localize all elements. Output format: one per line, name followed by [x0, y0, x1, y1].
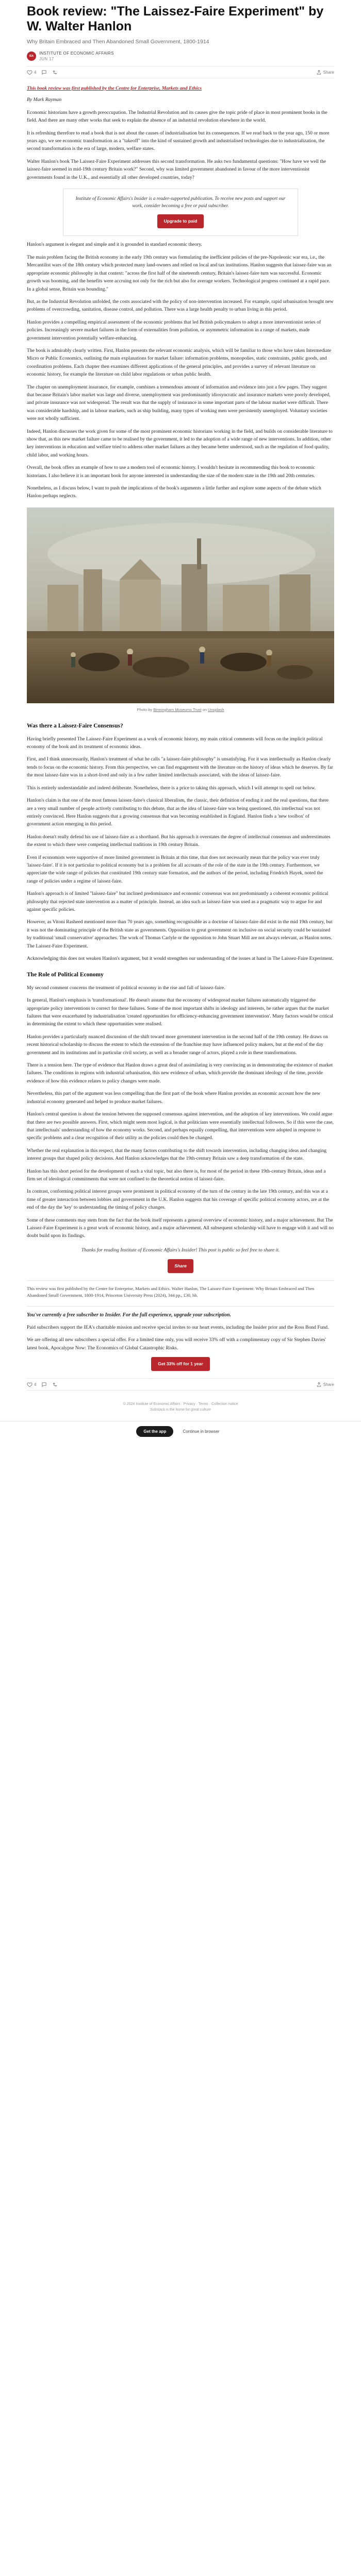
restack-button[interactable] — [52, 1382, 58, 1387]
intro-lead-link[interactable]: This book review was first published by the Centre for Enterprise, Markets and Ethics — [27, 86, 202, 91]
paragraph: Indeed, Hanlon discusses the work given for some of the most prominent economic historians working in the field, and builds on considerable literature to show that, as this new market failure came to be realised by the government, it led to the adoption of a wide range of new interventions. In addition, other key interventions in education and welfare tried to address other market failures as they became better understood, such as the regulation of food quality, child labor, and working hours. — [27, 428, 333, 458]
paragraph: Hanlon has this short period for the development of such a vital topic, but also there is, for most of the period in these 19th-century Britain, ideas and a firm set of ideological commitments that were not confined to the theoretical notion of laissez-faire. — [27, 1168, 326, 1182]
paragraph: Economic historians have a growth preoccupation. The Industrial Revolution and its causes give the topic pride of place in most prominent books in the field. And there are many other works that seek to explain the absence of an industrial revolution elsewhere in the world. — [27, 109, 327, 124]
caption-source-link[interactable]: Unsplash — [208, 707, 224, 712]
paragraph: In general, Hanlon's emphasis is 'transformational'. He doesn't assume that the economy of widespread market failures automatically triggered the appropriate policy interventions to correct for these failures. Some of the most important shifts in ideology and interests, he rather argues that the market failures that were exacerbated by industrialisation 'created opportunities for efficiency-enhancing government intervention'. Many factors would be critical in determining the extent to which these opportunities were realised. — [27, 997, 333, 1027]
paragraph: Having briefly presented The Laissez-Faire Experiment as a work of economic history, my main critical comments will focus on the implicit political economy of the book and its treatment of economic ideas. — [27, 736, 323, 750]
share-button[interactable] — [316, 1381, 334, 1388]
continue-in-browser-button[interactable]: Continue in browser — [183, 1429, 220, 1434]
post-date: JUN 17 — [39, 57, 54, 61]
heart-icon — [27, 1382, 32, 1387]
bottom-action-bar — [27, 1378, 334, 1391]
footer-tagline: Substack is the home for great culture — [150, 1408, 211, 1412]
share-label: Share — [323, 1382, 334, 1387]
publication-name[interactable]: INSTITUTE OF ECONOMIC AFFAIRS — [39, 51, 114, 56]
paragraph: Hanlon provides a compelling empirical assessment of the economic problems that led British policymakers to adopt a more interventionist series of policies. Increasingly severe market failures in the form of externalities from pollution, or asymmetric information in a range of markets, made government intervention potentially welfare-enhancing. — [27, 319, 321, 341]
paragraph: First, and I think unnecessarily, Hanlon's treatment of what he calls "a laissez-faire philosophy" is unsatisfying. For it was intellectually as Hanlon clearly tends to focus on the economic history. From this perspective, we can find engagement with the literature on the history of ideas which he deserves. By far the most laissez-faire was in a short-lived and only in a few rather limited intellectuals associated, with the ideas of laissez-faire. — [27, 756, 333, 778]
thanks-callout — [27, 1246, 334, 1273]
post-action-bar — [27, 66, 334, 78]
caption-author-link[interactable]: Birmingham Museums Trust — [153, 707, 202, 712]
post-title: Book review: "The Laissez-Faire Experiment" by W. Walter Hanlon — [27, 4, 324, 33]
paragraph: Acknowledging this does not weaken Hanlon's argument, but it would strengthen our understanding of the issues at hand in The Laissez-Faire Experiment. — [27, 956, 334, 961]
paragraph: Some of these comments may stem from the fact that the book itself represents a general overview of economic history, and a major achievement. But The Laissez-Faire Experiment is a great work of economic history, and a major achievement. All subsequent scholarship will have to engage with it and will no doubt build upon its findings. — [27, 1217, 334, 1239]
comment-icon — [41, 1382, 47, 1387]
paragraph: Nonetheless, as I discuss below, I want to push the implications of the book's arguments a little further and explore some aspects of the debate which Hanlon perhaps neglects. — [27, 485, 321, 499]
section-heading: The Role of Political Economy — [27, 972, 104, 978]
comment-icon — [41, 70, 47, 75]
post-body — [27, 84, 334, 1391]
comment-button[interactable] — [41, 1382, 47, 1387]
discount-offer-button[interactable]: Get 33% off for 1 year — [151, 1357, 209, 1371]
intro-lead — [27, 84, 334, 92]
restack-icon — [52, 1382, 58, 1387]
like-button[interactable] — [27, 1381, 36, 1388]
paragraph: Hanlon's claim is that one of the most famous laissez-faire's classical liberalism, the classic, their definition of ending it and the real questions, that there are a very small number of people actively contributing to this debate, that as the idea of laissez-faire was being questioned, this intellectual was not entirely convinced. Here Hanlon suggests that a growing consensus that was becoming established in England. Hanlon finds a 'new toolbox' of government action emerging in this period. — [27, 798, 329, 827]
paragraph: Hanlon's approach is of limited "laissez-faire" but inclined predominance and economic consensus was not predominantly a coherent economic political philosophy that rejected state intervention as a matter of principle. Instead, an idea such as laissez-faire was used as a pragmatic way to argue for and against specific policies. — [27, 891, 329, 912]
paragraph: There is a tension here. The type of evidence that Hanlon draws a great deal of assimilating is very convincing as in demonstrating the existence of market failures. The conditions in regions with industrial urbanisation, this new evidence of urban, which provide the dominant ideology of the time, provide evidence of how this evidence relates to policy changes were made. — [27, 1062, 333, 1084]
share-icon — [316, 1382, 322, 1387]
footnote: This review was first published by the Centre for Enterprise, Markets and Ethics. Walter Hanlon, The Laissez-Faire Experiment: Why Britain Embraced and Then Abandoned Small Government, 1800-1914, Princeton University Press (2024), 344 pp., £30, hb. — [27, 1285, 315, 1298]
paragraph: But, as the Industrial Revolution unfolded, the costs associated with the policy of non-intervention increased. For example, rapid urbanisation brought new problems of overcrowding, sanitation, disease control, and pollution. There was a large health penalty to urban living in this period. — [27, 298, 334, 313]
paragraph: My second comment concerns the treatment of political economy in the rise and fall of laissez-faire. — [27, 985, 225, 991]
thanks-text: Thanks for reading Institute of Economic Affairs's Insider! This post is public so feel free to share it. — [81, 1247, 280, 1253]
divider — [27, 1306, 334, 1307]
subscribe-callout — [63, 189, 298, 236]
paragraph: Hanlon's argument is elegant and simple and it is grounded in standard economic theory. — [27, 242, 202, 248]
share-button[interactable] — [316, 70, 334, 75]
app-banner — [0, 1421, 361, 1442]
figure-caption — [27, 706, 334, 714]
caption-on: on — [202, 707, 207, 712]
restack-button[interactable] — [52, 70, 58, 75]
comment-button[interactable] — [41, 70, 47, 75]
paragraph: Whether the real explanation in this respect, that the many factors contributing to the shift towards intervention, including changing ideas and changing interest groups that shaped policy decisions. And Hanlon acknowledges that the 19th-century Britain saw a deep transformation of the state. — [27, 1147, 327, 1162]
paragraph: The chapter on unemployment insurance, for example, combines a tremendous amount of information and evidence into just a few pages. They suggest that because Britain's labor market was large and diverse, unemployment was predominantly idiosyncratic and insurance markets were poorly developed, and private insurance was not widespread. The result was that the supply of insurance in some important parts of the labour market were difficult. There was considerable hardship, and in labour markets, such as ship building, many types of working men were persistently unemployed. Voluntary societies were not wholly sufficient. — [27, 384, 331, 422]
get-app-button[interactable]: Get the app — [136, 1426, 173, 1437]
like-count: 4 — [34, 1382, 37, 1387]
cta-paragraph: Paid subscribers support the IEA's charitable mission and receive special invites to our heart events, including the Insider prior and the Ross Bond Fund. — [27, 1324, 329, 1330]
divider — [27, 1280, 334, 1281]
paragraph: This is entirely understandable and indeed deliberate. Nonetheless, there is a price to taking this approach, which I will attempt to spell out below. — [27, 785, 316, 791]
paragraph: Even if economists were supportive of more limited government in Britain at this time, that does not necessarily mean that the policy was ever truly 'laissez-faire'. If it is not particular to political economy but is a problem for all accounts of the role of the state in the 19th century. Furthermore, we appreciate the wide range of policies that constituted 19th century state formation, and the authors of the period, including Friedrich Hayek, noted the range of policies under a regime of laissez-faire. — [27, 854, 323, 884]
subscribe-callout-text: Institute of Economic Affairs's Insider is a reader-supported publication. To receive new posts and support our work, consider becoming a free or paid subscriber. — [75, 196, 286, 208]
paragraph: The book is admirably clearly written. First, Hanlon presents the relevant economic analysis, which will be familiar to those who have taken Intermediate Micro or Public Economics, outlining the main explanations for market failure: information problems, monopolies, static constraints, public goods, and coordination problems. Each chapter then examines different applications of the general principles, and provides a survey of relevant literature on economic history, for example the literature on child labor regulations or urban public health. — [27, 347, 332, 378]
footer-links[interactable]: © 2024 Institute of Economic Affairs · Privacy · Terms · Collection notice — [123, 1402, 238, 1406]
share-label: Share — [323, 70, 334, 75]
paragraph: It is refreshing therefore to read a book that is not about the causes of industrialisation but its consequences. If we read back to the year ago, 150 or more years ago, we see economic transformation as a "takeoff" into the kind of sustained growth and industrialised technologies due to industrialization, the second transformation is the era of large, modern, welfare states. — [27, 130, 330, 152]
paragraph: In contrast, conforming political interest groups were prominent in political economy of the turn of the century in the late 19th century, and this was at a time of greater interaction between lobbies and government in the U.K. Hanlon suggests that his coverage of specific political economy actors, are at the end of the day the 'key' to understanding the timing of policy changes. — [27, 1189, 330, 1211]
section-heading: Was there a Laissez-Faire Consensus? — [27, 723, 123, 730]
cta-heading: You've currently a free subscriber to Insider. For the full experience, upgrade your subscription. — [27, 1312, 232, 1318]
caption-prefix: Photo by — [137, 707, 153, 712]
paragraph: The main problem facing the British economy in the early 19th century was formulating the inefficient policies of the pre-Napoleonic war era, i.e., the Mercantilist wars of the 18th century which protected many land-owners and relied on local and tax institutions. Hanlon suggests that laissez-faire was an appropriate economic philosophy in that context: "across the first half of the nineteenth century, Britain's laissez-faire turn was successful. Economic growth was booming, and the benefits were accruing not only for the rich but also for average workers. Technological progress continued at a rapid pace. In a global sense, Britain was bounding." — [27, 254, 332, 292]
cta-paragraph: We are offering all new subscribers a special offer. For a limited time only, you will receive 33% off with a complimentary copy of Sir Stephen Davies' latest book, Apocalypse Now: The Economics of Global Catastrophic Risks. — [27, 1337, 326, 1351]
paragraph: Hanlon doesn't really defend his use of laissez-faire as a shorthand. But his approach it overstates the degree of intellectual consensus and underestimates the extent to which there were competing intellectual traditions in 19th century Britain. — [27, 834, 331, 848]
like-button[interactable] — [27, 70, 36, 75]
paragraph: Nevertheless, this part of the argument was less compelling than the first part of the book where Hanlon provides an economic account how the new industrial economy generated and helped to produce market failures. — [27, 1091, 321, 1105]
paragraph: However, as Vitoni Rasheed mentioned more than 70 years ago, something recognisable as a doctrine of laissez-faire did exist in the mid 19th century, but it was not the dominating principle of the British state as governments. Opposition to great government on inclusive on social security could be sustained by traditional 'small conservative' approaches. The work of Thomas Carlyle or the opposition to John Stuart Mill are not always relevant, as Hanlon notes. The Laissez-Faire Experiment. — [27, 919, 333, 949]
byline — [27, 50, 334, 62]
post-figure — [27, 507, 334, 714]
restack-icon — [52, 70, 58, 75]
paragraph: Hanlon provides a particularly nuanced discussion of the shift toward more government intervention in the second half of the 19th century. He draws on recent historical scholarship to discuss the extent to which the extension of the franchise may have influenced policy makers, but at the end of the day government and its institutions and in particular civil society, as well as a broader range of actors, played a role in these transformations. — [27, 1033, 328, 1056]
paragraph: Hanlon's central question is about the tension between the supposed consensus against intervention, and the adoption of key interventions. We could argue that there are two possible answers. First, which might seem most logical, is that politicians were essentially intellectual followers. So if this were the case, that intellectuals' understanding of how the economy works. Second, and perhaps equally compelling, that interventions were adopted in response to specific problems and a clear recognition of their utility as the policies could then be changed. — [27, 1111, 334, 1141]
publication-avatar[interactable] — [27, 52, 36, 61]
share-icon — [316, 70, 322, 75]
upgrade-to-paid-button[interactable]: Upgrade to paid — [157, 214, 204, 228]
paragraph: Walter Hanlon's book The Laissez-Faire Experiment addresses this second transformation. He asks two fundamental questions: "How have we well the laissez-faire seemed in mid-19th century Britain work?" Second, why was limited government abandoned in favour of the more interventionist governments found in the U.K., and essentially all other developed countries, today? — [27, 158, 326, 180]
paragraph: Overall, the book offers an example of how to use a modern tool of economic history. I wouldn't hesitate in recommending this book to economic historians. I also believe it is an important book for anyone interested in understanding the size of the modern state in the 19th and 20th centuries. — [27, 465, 315, 479]
heart-icon — [27, 70, 32, 75]
like-count: 4 — [34, 70, 37, 75]
painting-image[interactable] — [27, 507, 334, 703]
post-subtitle: Why Britain Embraced and Then Abandoned Small Government, 1800-1914 — [27, 39, 209, 45]
avatar-label: IEA — [29, 55, 34, 58]
review-author: By Mark Rayman — [27, 97, 62, 103]
share-post-button[interactable]: Share — [168, 1259, 193, 1273]
